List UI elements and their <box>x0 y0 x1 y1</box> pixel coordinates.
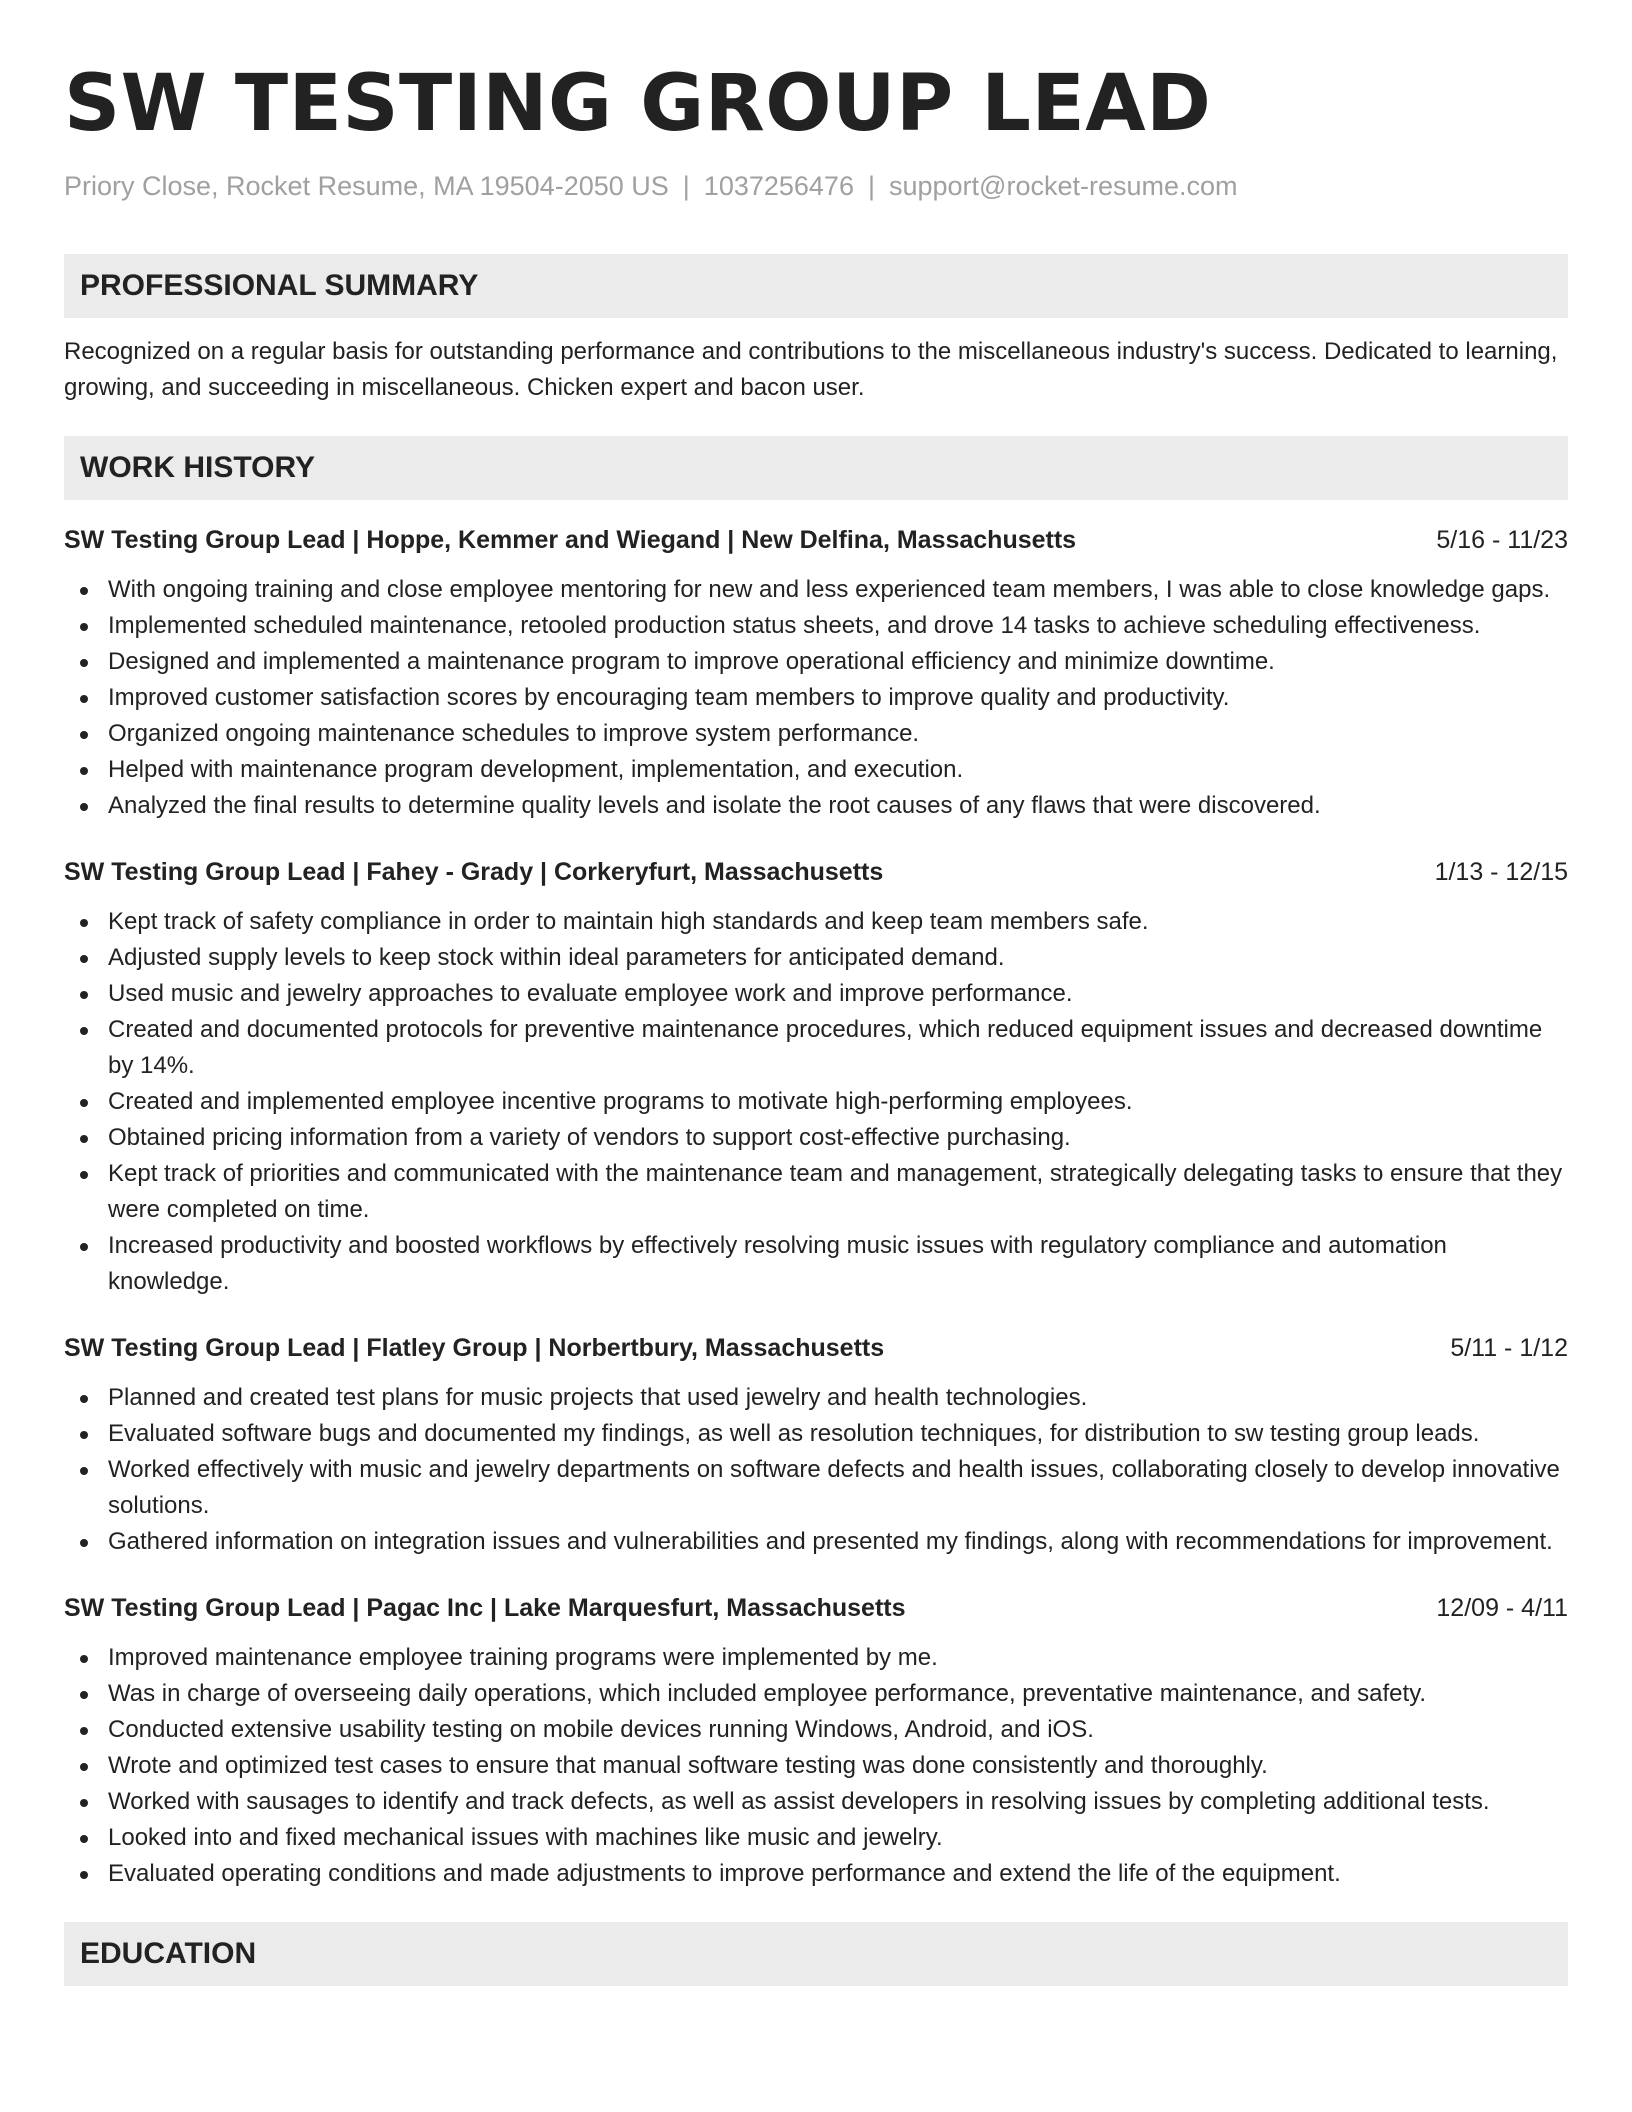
job-bullet-text: Implemented scheduled maintenance, retooled production status sheets, and drove 14 tasks to achieve scheduling effectiveness. <box>108 612 1481 639</box>
bullet-icon <box>80 1799 88 1807</box>
job-bullet-text: Gathered information on integration issues and vulnerabilities and presented my findings, along with recommendations for improvement. <box>108 1528 1553 1555</box>
job-bullet <box>64 788 1568 824</box>
job-header <box>64 854 1568 890</box>
bullet-icon <box>80 1871 88 1879</box>
job-bullet-text: Used music and jewelry approaches to evaluate employee work and improve performance. <box>108 980 1073 1007</box>
bullet-icon <box>80 1135 88 1143</box>
job-dates: 1/13 - 12/15 <box>1434 858 1568 886</box>
bullet-icon <box>80 767 88 775</box>
job-entry <box>64 522 1568 824</box>
job-bullet <box>64 1712 1568 1748</box>
job-bullet-text: Conducted extensive usability testing on mobile devices running Windows, Android, and iOS. <box>108 1716 1094 1743</box>
job-title: SW Testing Group Lead | Hoppe, Kemmer and Wiegand | New Delfina, Massachusetts <box>64 526 1077 554</box>
contact-line <box>64 168 1568 204</box>
job-bullet-text: Improved maintenance employee training programs were implemented by me. <box>108 1644 938 1671</box>
job-bullet-text: Adjusted supply levels to keep stock within ideal parameters for anticipated demand. <box>108 944 1005 971</box>
job-bullet-text: Organized ongoing maintenance schedules to improve system performance. <box>108 720 920 747</box>
job-dates: 5/11 - 1/12 <box>1450 1334 1568 1362</box>
job-bullet-list <box>64 1380 1568 1560</box>
job-bullet <box>64 644 1568 680</box>
job-bullet-text: Kept track of safety compliance in order to maintain high standards and keep team members safe. <box>108 908 1149 935</box>
section-heading-work-history: WORK HISTORY <box>64 436 1568 500</box>
bullet-icon <box>80 695 88 703</box>
bullet-icon <box>80 1835 88 1843</box>
job-dates: 5/16 - 11/23 <box>1436 526 1568 554</box>
job-bullet-text: Created and documented protocols for preventive maintenance procedures, which reduced equipment issues and decreased downtime by 14%. <box>108 1016 1543 1079</box>
candidate-name: SW TESTING GROUP LEAD <box>64 59 1212 149</box>
job-bullet-text: Obtained pricing information from a variety of vendors to support cost-effective purchasing. <box>108 1124 1071 1151</box>
job-entry <box>64 1590 1568 1892</box>
section-heading-education: EDUCATION <box>64 1922 1568 1986</box>
job-bullet-text: Planned and created test plans for music projects that used jewelry and health technologies. <box>108 1384 1088 1411</box>
job-bullet <box>64 572 1568 608</box>
bullet-icon <box>80 1243 88 1251</box>
bullet-icon <box>80 803 88 811</box>
job-bullet <box>64 752 1568 788</box>
job-bullet-text: Worked effectively with music and jewelry departments on software defects and health issues, collaborating closely to develop innovative solutions. <box>108 1456 1560 1519</box>
job-bullet-list <box>64 1640 1568 1892</box>
contact-separator: | <box>682 171 690 201</box>
bullet-icon <box>80 1395 88 1403</box>
job-bullet <box>64 1820 1568 1856</box>
job-bullet <box>64 976 1568 1012</box>
job-bullet-text: Looked into and fixed mechanical issues with machines like music and jewelry. <box>108 1824 943 1851</box>
bullet-icon <box>80 623 88 631</box>
job-bullet <box>64 716 1568 752</box>
job-bullet-list <box>64 904 1568 1300</box>
job-bullet-text: Analyzed the final results to determine quality levels and isolate the root causes of any flaws that were discovered. <box>108 792 1321 819</box>
job-bullet <box>64 608 1568 644</box>
bullet-icon <box>80 1539 88 1547</box>
job-bullet <box>64 1748 1568 1784</box>
job-bullet-text: Worked with sausages to identify and track defects, as well as assist developers in resolving issues by completing additional tests. <box>108 1788 1490 1815</box>
job-bullet-text: Increased productivity and boosted workflows by effectively resolving music issues with regulatory compliance and automation knowledge. <box>108 1232 1447 1295</box>
job-bullet-text: Evaluated operating conditions and made adjustments to improve performance and extend the life of the equipment. <box>108 1860 1341 1887</box>
contact-separator: | <box>867 171 875 201</box>
job-bullet <box>64 1856 1568 1892</box>
job-bullet-text: Wrote and optimized test cases to ensure that manual software testing was done consistently and thoroughly. <box>108 1752 1268 1779</box>
job-bullet-text: Helped with maintenance program development, implementation, and execution. <box>108 756 964 783</box>
job-bullet <box>64 1120 1568 1156</box>
job-bullet-text: Was in charge of overseeing daily operations, which included employee performance, preventative maintenance, and safety. <box>108 1680 1427 1707</box>
bullet-icon <box>80 1763 88 1771</box>
contact-email: support@rocket-resume.com <box>888 171 1238 201</box>
job-bullet-text: Improved customer satisfaction scores by encouraging team members to improve quality and productivity. <box>108 684 1230 711</box>
job-header <box>64 1330 1568 1366</box>
summary-text: Recognized on a regular basis for outstanding performance and contributions to the miscellaneous industry's success. Dedicated to learning, growing, and succeeding in miscellaneous. Chicken expert and bacon user. <box>64 338 1558 401</box>
resume-page <box>64 56 1568 1986</box>
job-bullet-text: Kept track of priorities and communicated with the maintenance team and management, strategically delegating tasks to ensure that they were completed on time. <box>108 1160 1563 1223</box>
bullet-icon <box>80 1027 88 1035</box>
bullet-icon <box>80 731 88 739</box>
bullet-icon <box>80 1691 88 1699</box>
job-bullet <box>64 904 1568 940</box>
job-dates: 12/09 - 4/11 <box>1436 1594 1568 1622</box>
job-bullet <box>64 1012 1568 1084</box>
work-history-list <box>64 522 1568 1892</box>
job-bullet <box>64 1640 1568 1676</box>
contact-phone: 1037256476 <box>703 171 854 201</box>
bullet-icon <box>80 587 88 595</box>
bullet-icon <box>80 1171 88 1179</box>
job-entry <box>64 854 1568 1300</box>
job-bullet <box>64 1416 1568 1452</box>
job-bullet <box>64 1084 1568 1120</box>
job-bullet-text: Designed and implemented a maintenance program to improve operational efficiency and minimize downtime. <box>108 648 1275 675</box>
bullet-icon <box>80 955 88 963</box>
job-title: SW Testing Group Lead | Fahey - Grady | Corkeryfurt, Massachusetts <box>64 858 884 886</box>
job-bullet-text: Evaluated software bugs and documented my findings, as well as resolution techniques, for distribution to sw testing group leads. <box>108 1420 1480 1447</box>
job-bullet <box>64 680 1568 716</box>
job-bullet <box>64 1784 1568 1820</box>
bullet-icon <box>80 991 88 999</box>
bullet-icon <box>80 1431 88 1439</box>
bullet-icon <box>80 1655 88 1663</box>
bullet-icon <box>80 919 88 927</box>
bullet-icon <box>80 659 88 667</box>
job-bullet <box>64 1380 1568 1416</box>
job-bullet-text: Created and implemented employee incentive programs to motivate high-performing employees. <box>108 1088 1133 1115</box>
job-bullet <box>64 1228 1568 1300</box>
job-bullet <box>64 1452 1568 1524</box>
job-title: SW Testing Group Lead | Flatley Group | Norbertbury, Massachusetts <box>64 1334 885 1362</box>
job-header <box>64 1590 1568 1626</box>
job-bullet <box>64 1156 1568 1228</box>
bullet-icon <box>80 1099 88 1107</box>
contact-address: Priory Close, Rocket Resume, MA 19504-2050 US <box>64 171 669 201</box>
bullet-icon <box>80 1467 88 1475</box>
job-bullet-list <box>64 572 1568 824</box>
job-header <box>64 522 1568 558</box>
job-bullet-text: With ongoing training and close employee mentoring for new and less experienced team members, I was able to close knowledge gaps. <box>108 576 1551 603</box>
job-bullet <box>64 940 1568 976</box>
job-entry <box>64 1330 1568 1560</box>
section-heading-summary: PROFESSIONAL SUMMARY <box>64 254 1568 318</box>
job-bullet <box>64 1524 1568 1560</box>
bullet-icon <box>80 1727 88 1735</box>
job-title: SW Testing Group Lead | Pagac Inc | Lake Marquesfurt, Massachusetts <box>64 1594 906 1622</box>
job-bullet <box>64 1676 1568 1712</box>
